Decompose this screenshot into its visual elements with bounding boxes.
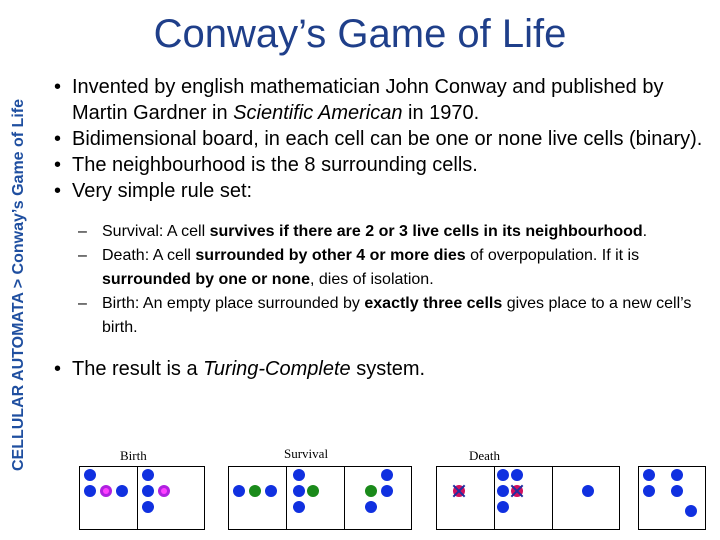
birth-board-after (137, 466, 205, 530)
live-cell (643, 485, 655, 497)
rule-survival: – Survival: A cell survives if there are 2 or 3 live cells in its neighbourhood. (44, 220, 716, 244)
death-board-3 (552, 466, 620, 530)
dying-cell (511, 485, 523, 497)
surviving-cell (365, 485, 377, 497)
live-cell (293, 501, 305, 513)
live-cell (582, 485, 594, 497)
born-cell (158, 485, 170, 497)
rule-birth: – Birth: An empty place surrounded by exactly three cells gives place to a new cell’s birth. (44, 292, 716, 340)
live-cell (643, 469, 655, 481)
live-cell (671, 469, 683, 481)
live-cell (142, 485, 154, 497)
breadcrumb: CELLULAR AUTOMATA > Conway’s Game of Life (10, 98, 27, 472)
live-cell (142, 501, 154, 513)
bullet-neighbourhood: • The neighbourhood is the 8 surrounding cells. (44, 152, 716, 178)
live-cell (511, 469, 523, 481)
live-cell (497, 469, 509, 481)
survival-label: Survival (284, 446, 329, 461)
rule-list (44, 220, 716, 340)
bullet-rules: • Very simple rule set: (44, 178, 716, 204)
live-cell (497, 485, 509, 497)
surviving-cell (307, 485, 319, 497)
bullet-board: • Bidimensional board, in each cell can be one or none live cells (binary). (44, 126, 716, 152)
bullet-invented: • Invented by english mathematician John Conway and published by Martin Gardner in Scientific American in 1970. (44, 74, 716, 126)
death-board-4 (638, 466, 706, 530)
rules-diagram (0, 440, 720, 540)
live-cell (293, 469, 305, 481)
live-cell (381, 469, 393, 481)
slide-content (44, 74, 716, 382)
live-cell (116, 485, 128, 497)
live-cell (293, 485, 305, 497)
dying-cell (453, 485, 465, 497)
bullet-turing: • The result is a Turing-Complete system. (44, 356, 716, 382)
rule-death: – Death: A cell surrounded by other 4 or more dies of overpopulation. If it is surrounded by one or none, dies of isolation. (44, 244, 716, 292)
live-cell (671, 485, 683, 497)
survival-board-3 (344, 466, 412, 530)
live-cell (233, 485, 245, 497)
live-cell (84, 485, 96, 497)
birth-label: Birth (120, 448, 147, 463)
slide-title: Conway’s Game of Life (153, 12, 567, 56)
live-cell (685, 505, 697, 517)
live-cell (381, 485, 393, 497)
live-cell (365, 501, 377, 513)
live-cell (497, 501, 509, 513)
death-label: Death (469, 448, 501, 463)
surviving-cell (249, 485, 261, 497)
born-cell (100, 485, 112, 497)
live-cell (142, 469, 154, 481)
live-cell (265, 485, 277, 497)
live-cell (84, 469, 96, 481)
